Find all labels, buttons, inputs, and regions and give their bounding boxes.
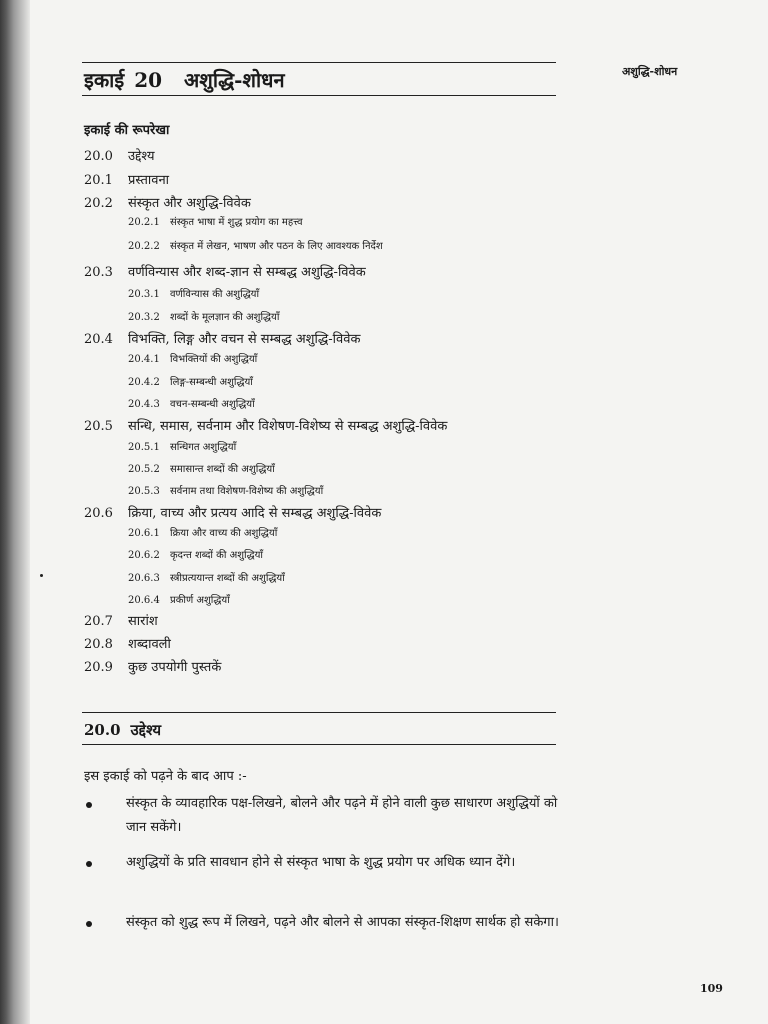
bullet-marker [86,921,92,927]
outline-item-number: 20.9 [84,660,113,675]
outline-subitem [128,592,230,606]
outline-item-text: उद्देश्य [128,149,155,164]
outline-item-number: 20.3 [84,265,113,280]
outline-item-number: 20.6 [84,506,113,521]
outline-item-text: वचन-सम्बन्धी अशुद्धियाँ [170,399,255,410]
bullet-item: संस्कृत को शुद्ध रूप में लिखने, पढ़ने और बोलने से आपका संस्कृत-शिक्षण सार्थक हो सकेगा। [126,915,559,930]
outline-item-text: वर्णविन्यास की अशुद्धियाँ [170,289,260,300]
outline-item-number: 20.4 [84,332,113,347]
outline-item-text: वर्णविन्यास और शब्द-ज्ञान से सम्बद्ध अशुद्धि-विवेक [128,265,366,280]
outline-subitem [128,396,255,410]
header-rule-bottom [82,95,556,96]
outline-subitem [128,547,263,561]
outline-item-text: प्रस्तावना [128,173,170,188]
outline-item-number: 20.4.3 [128,399,160,410]
outline-subitem [128,214,303,228]
outline-item-number: 20.1 [84,173,113,188]
section-intro: इस इकाई को पढ़ने के बाद आप :- [84,769,247,784]
outline-item-text: प्रकीर्ण अशुद्धियाँ [170,595,230,606]
section-title-text: उद्देश्य [130,721,162,739]
section-number: 20.0 [84,721,121,739]
outline-subitem [128,570,285,584]
outline-item-text: संस्कृत भाषा में शुद्ध प्रयोग का महत्त्व [170,217,303,228]
unit-name: अशुद्धि-शोधन [184,68,285,92]
outline-item-text: सर्वनाम तथा विशेषण-विशेष्य की अशुद्धियाँ [170,486,324,497]
outline-item-text: स्त्रीप्रत्ययान्त शब्दों की अशुद्धियाँ [170,573,285,584]
outline-item-number: 20.6.3 [128,573,160,584]
outline-item-number: 20.4.2 [128,377,160,388]
header-rule-top [82,62,556,63]
bullet-marker [86,861,92,867]
outline-item-text: कुछ उपयोगी पुस्तकें [128,660,222,675]
outline-item-number: 20.6.1 [128,528,160,539]
outline-item-number: 20.6.2 [128,550,160,561]
running-head: अशुद्धि-शोधन [622,65,678,78]
outline-subitem [128,238,383,252]
outline-item-number: 20.6.4 [128,595,160,606]
outline-item-number: 20.7 [84,614,113,629]
outline-item-number: 20.8 [84,637,113,652]
outline-item-number: 20.3.1 [128,289,160,300]
outline-heading: इकाई की रूपरेखा [84,123,170,138]
outline-item [84,193,251,211]
outline-item-number: 20.2.2 [128,241,160,252]
outline-item [84,416,447,434]
outline-item-number: 20.3.2 [128,312,160,323]
outline-subitem [128,483,323,497]
scan-speck [40,574,43,577]
outline-item-number: 20.5.2 [128,464,160,475]
outline-subitem [128,439,236,453]
outline-item [84,262,366,280]
outline-item-text: कृदन्त शब्दों की अशुद्धियाँ [170,550,264,561]
outline-subitem [128,525,277,539]
outline-subitem [128,309,279,323]
outline-item-text: क्रिया, वाच्य और प्रत्यय आदि से सम्बद्ध अशुद्धि-विवेक [128,506,382,521]
outline-item [84,611,158,629]
section-rule-top [82,712,556,713]
outline-item-text: सन्धिगत अशुद्धियाँ [170,442,237,453]
outline-item-number: 20.0 [84,149,113,164]
outline-item-number: 20.2 [84,196,113,211]
outline-item-text: शब्दों के मूलज्ञान की अशुद्धियाँ [170,312,280,323]
outline-item-number: 20.4.1 [128,354,160,365]
outline-item-text: संस्कृत और अशुद्धि-विवेक [128,196,251,211]
outline-item [84,170,169,188]
bullet-item: संस्कृत के व्यावहारिक पक्ष-लिखने, बोलने और पढ़ने में होने वाली कुछ साधारण अशुद्धियों को जान सकेंगे। [126,796,558,835]
outline-item-text: संस्कृत में लेखन, भाषण और पठन के लिए आवश्यक निर्देश [170,241,383,252]
outline-item-text: विभक्तियों की अशुद्धियाँ [170,354,258,365]
outline-item [84,634,171,652]
unit-number: 20 [134,68,163,92]
bullet-item: अशुद्धियों के प्रति सावधान होने से संस्कृत भाषा के शुद्ध प्रयोग पर अधिक ध्यान देंगे। [126,855,516,870]
outline-subitem [128,461,275,475]
outline-item [84,329,360,347]
outline-item-number: 20.5.1 [128,442,160,453]
outline-item-text: शब्दावली [128,637,171,652]
bullet-marker [86,802,92,808]
outline-item-number: 20.5.3 [128,486,160,497]
outline-item-text: क्रिया और वाच्य की अशुद्धियाँ [170,528,278,539]
outline-subitem [128,286,259,300]
section-title [84,720,161,740]
outline-item-text: सन्धि, समास, सर्वनाम और विशेषण-विशेष्य से सम्बद्ध अशुद्धि-विवेक [128,419,448,434]
outline-subitem [128,351,257,365]
unit-title [84,66,285,93]
outline-item-text: समासान्त शब्दों की अशुद्धियाँ [170,464,275,475]
unit-label: इकाई [84,68,125,92]
outline-item [84,503,381,521]
outline-item-text: विभक्ति, लिङ्ग और वचन से सम्बद्ध अशुद्धि-विवेक [128,332,361,347]
page-number: 109 [700,982,723,995]
outline-item [84,657,221,675]
scan-binding-shadow [0,0,30,1024]
outline-item [84,146,154,164]
outline-item-number: 20.2.1 [128,217,160,228]
section-rule-bottom [82,744,556,745]
outline-subitem [128,374,253,388]
outline-item-number: 20.5 [84,419,113,434]
outline-item-text: लिङ्ग-सम्बन्धी अशुद्धियाँ [170,377,253,388]
outline-item-text: सारांश [128,614,158,629]
